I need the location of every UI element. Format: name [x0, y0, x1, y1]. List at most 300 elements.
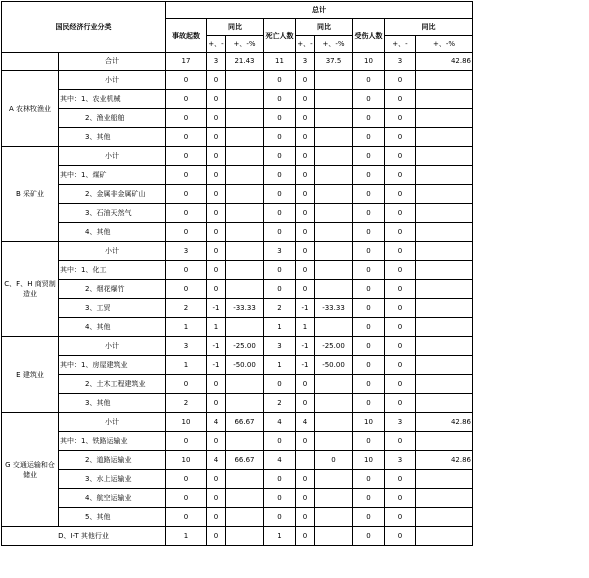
deaths-diff-cell: 0: [296, 280, 315, 299]
accidents-pct-cell: [226, 90, 264, 109]
deaths-diff-cell: -1: [296, 337, 315, 356]
table-row: [2, 128, 586, 147]
blank-cell: [473, 128, 586, 147]
injured-cell: 0: [353, 337, 385, 356]
blank-cell: [473, 185, 586, 204]
accidents-diff-cell: 0: [207, 280, 226, 299]
item-cell: 2、渔业船舶: [59, 109, 166, 128]
deaths-pct-cell: [315, 375, 353, 394]
injured-cell: 0: [353, 90, 385, 109]
blank-cell: [473, 413, 586, 432]
accidents-pct-cell: 66.67: [226, 451, 264, 470]
accidents-pct-cell: [226, 242, 264, 261]
deaths-pct-cell: [315, 413, 353, 432]
deaths-diff-cell: 0: [296, 166, 315, 185]
item-cell: 2、道路运输业: [59, 451, 166, 470]
deaths-diff-cell: 0: [296, 489, 315, 508]
injured-pct-cell: [416, 527, 473, 546]
item-cell: 3、其他: [59, 394, 166, 413]
injured-diff-cell: 0: [385, 166, 416, 185]
industry-header: 国民经济行业分类: [2, 2, 166, 53]
deaths-cell: 0: [264, 166, 296, 185]
deaths-pct-cell: [315, 185, 353, 204]
accidents-diff-cell: 0: [207, 394, 226, 413]
deaths-cell: 4: [264, 413, 296, 432]
injured-diff-cell: 0: [385, 223, 416, 242]
blank-cell: [473, 489, 586, 508]
deaths-diff-cell: 0: [296, 128, 315, 147]
deaths-pct-cell: [315, 318, 353, 337]
accidents-cell: 17: [166, 53, 207, 71]
table-row: [2, 527, 586, 546]
deaths-pct-cell: [315, 242, 353, 261]
blank-cell: [473, 90, 586, 109]
blank-cell: [473, 223, 586, 242]
injured-pct-cell: [416, 508, 473, 527]
blank-cell: [473, 375, 586, 394]
injured-pct-cell: [416, 90, 473, 109]
injured-diff-cell: 0: [385, 280, 416, 299]
injured-diff-cell: 0: [385, 375, 416, 394]
item-cell: 小计: [59, 71, 166, 90]
deaths-cell: 0: [264, 432, 296, 451]
injured-cell: 0: [353, 71, 385, 90]
injured-diff-cell: 0: [385, 299, 416, 318]
accidents-diff-cell: 3: [207, 53, 226, 71]
injured-cell: 0: [353, 109, 385, 128]
deaths-diff-cell: 4: [296, 413, 315, 432]
deaths-pct-cell: 37.5: [315, 53, 353, 71]
accidents-pct-cell: [226, 470, 264, 489]
injured-cell: 0: [353, 356, 385, 375]
deaths-pct-cell: [315, 147, 353, 166]
injured-diff-cell: 0: [385, 109, 416, 128]
deaths-pct-cell: -33.33: [315, 299, 353, 318]
item-cell: 4、其他: [59, 223, 166, 242]
accidents-pct-cell: [226, 71, 264, 90]
injured-diff-cell: 0: [385, 489, 416, 508]
accidents-diff-cell: 0: [207, 185, 226, 204]
deaths-cell: 3: [264, 337, 296, 356]
deaths-pct-cell: [315, 223, 353, 242]
deaths-cell: 2: [264, 394, 296, 413]
accidents-diff-cell: 0: [207, 527, 226, 546]
deaths-cell: 0: [264, 261, 296, 280]
accidents-pct-cell: [226, 261, 264, 280]
table-row: [2, 261, 586, 280]
category-cell: B 采矿业: [2, 147, 59, 242]
accidents-cell: 3: [166, 242, 207, 261]
accidents-cell: 3: [166, 337, 207, 356]
table-row: [2, 432, 586, 451]
injured-cell: 0: [353, 280, 385, 299]
table-row: [2, 204, 586, 223]
blank-cell: [473, 299, 586, 318]
deaths-cell: 0: [264, 280, 296, 299]
deaths-pct-cell: -50.00: [315, 356, 353, 375]
blank-header: [473, 2, 586, 19]
table-row: [2, 413, 586, 432]
deaths-pct-cell: [315, 470, 353, 489]
accidents-cell: 0: [166, 261, 207, 280]
table-row: [2, 394, 586, 413]
injured-diff-cell: 0: [385, 432, 416, 451]
accidents-pct-cell: [226, 375, 264, 394]
blank-cell: [473, 261, 586, 280]
deaths-cell: 1: [264, 527, 296, 546]
deaths-pct-cell: [315, 432, 353, 451]
deaths-cell: 0: [264, 489, 296, 508]
item-cell: 小计: [59, 413, 166, 432]
injured-pct-cell: 42.86: [416, 413, 473, 432]
injured-diff-cell: 0: [385, 508, 416, 527]
injured-pct-cell: [416, 432, 473, 451]
injured-header: 受伤人数: [353, 19, 385, 53]
deaths-pct-cell: [315, 394, 353, 413]
accidents-diff-cell: 4: [207, 413, 226, 432]
accidents-cell: 0: [166, 147, 207, 166]
table-row: [2, 470, 586, 489]
injured-cell: 0: [353, 261, 385, 280]
table-row: [2, 280, 586, 299]
accidents-diff-cell: 0: [207, 90, 226, 109]
injured-pct-cell: [416, 394, 473, 413]
deaths-diff-cell: 0: [296, 508, 315, 527]
deaths-cell: 0: [264, 470, 296, 489]
injured-diff-cell: 0: [385, 185, 416, 204]
injured-pct-cell: [416, 223, 473, 242]
injured-yoy-header: 同比: [385, 19, 473, 36]
accidents-pct-cell: [226, 489, 264, 508]
blank-cell: [473, 147, 586, 166]
blank-cell: [473, 508, 586, 527]
item-cell: 小计: [59, 337, 166, 356]
deaths-yoy-header: 同比: [296, 19, 353, 36]
deaths-cell: 0: [264, 185, 296, 204]
injured-pct-cell: [416, 204, 473, 223]
deaths-diff-cell: 0: [296, 261, 315, 280]
accidents-diff-cell: 0: [207, 470, 226, 489]
deaths-header: 死亡人数: [264, 19, 296, 53]
item-cell: 小计: [59, 147, 166, 166]
accidents-pct-cell: [226, 109, 264, 128]
deaths-pct-cell: [315, 204, 353, 223]
accidents-diff-cell: 0: [207, 147, 226, 166]
injured-pct-cell: 42.86: [416, 451, 473, 470]
injured-pct-cell: [416, 185, 473, 204]
injured-pct-cell: [416, 470, 473, 489]
table-row: [2, 242, 586, 261]
injured-diff-cell: 0: [385, 337, 416, 356]
table-row: [2, 451, 586, 470]
deaths-cell: 11: [264, 53, 296, 71]
accidents-diff-cell: 0: [207, 242, 226, 261]
table-row: [2, 53, 586, 71]
accidents-pct-cell: [226, 147, 264, 166]
injured-pct-cell: [416, 489, 473, 508]
injured-cell: 0: [353, 489, 385, 508]
injured-pct-cell: 42.86: [416, 53, 473, 71]
injured-cell: 0: [353, 527, 385, 546]
injured-cell: 0: [353, 318, 385, 337]
table-row: [2, 223, 586, 242]
accidents-pct-cell: [226, 527, 264, 546]
deaths-diff-cell: 3: [296, 53, 315, 71]
total-header: 总计: [166, 2, 473, 19]
deaths-pct-cell: [315, 128, 353, 147]
injured-diff-cell: 0: [385, 147, 416, 166]
deaths-diff-cell: 0: [296, 204, 315, 223]
deaths-diff-cell: 0: [296, 223, 315, 242]
deaths-pct-cell: [315, 527, 353, 546]
accidents-cell: 0: [166, 166, 207, 185]
accidents-cell: 0: [166, 508, 207, 527]
inj-pct-header: +、-%: [416, 36, 473, 53]
deaths-cell: 0: [264, 204, 296, 223]
accidents-diff-cell: 0: [207, 432, 226, 451]
injured-diff-cell: 0: [385, 71, 416, 90]
blank-cell: [473, 318, 586, 337]
injured-diff-cell: 0: [385, 128, 416, 147]
accidents-pct-cell: [226, 508, 264, 527]
deaths-pct-cell: [315, 280, 353, 299]
injured-diff-cell: 0: [385, 90, 416, 109]
accidents-diff-cell: -1: [207, 356, 226, 375]
injured-diff-cell: 3: [385, 413, 416, 432]
accidents-diff-cell: 0: [207, 128, 226, 147]
deaths-cell: 0: [264, 375, 296, 394]
accidents-pct-cell: 66.67: [226, 413, 264, 432]
table-row: [2, 109, 586, 128]
accidents-cell: 0: [166, 185, 207, 204]
injured-pct-cell: [416, 280, 473, 299]
accidents-diff-cell: 0: [207, 489, 226, 508]
accidents-pct-cell: [226, 318, 264, 337]
injured-cell: 10: [353, 53, 385, 71]
acc-pct-header: +、-%: [226, 36, 264, 53]
injured-diff-cell: 0: [385, 318, 416, 337]
accidents-cell: 0: [166, 109, 207, 128]
deaths-cell: 0: [264, 109, 296, 128]
accidents-diff-cell: -1: [207, 337, 226, 356]
deaths-pct-cell: [315, 489, 353, 508]
injured-cell: 0: [353, 166, 385, 185]
accidents-cell: 2: [166, 299, 207, 318]
injured-cell: 0: [353, 242, 385, 261]
accidents-pct-cell: [226, 166, 264, 185]
inj-diff-header: +、-: [385, 36, 416, 53]
accidents-cell: 0: [166, 128, 207, 147]
injured-cell: 0: [353, 470, 385, 489]
table-row: [2, 318, 586, 337]
table-row: [2, 337, 586, 356]
injured-pct-cell: [416, 71, 473, 90]
injured-cell: 0: [353, 432, 385, 451]
accidents-pct-cell: [226, 185, 264, 204]
deaths-diff-cell: -1: [296, 356, 315, 375]
blank-cell: [473, 432, 586, 451]
accidents-diff-cell: 0: [207, 109, 226, 128]
item-cell: D、I-T 其他行业: [2, 527, 166, 546]
accidents-pct-cell: [226, 394, 264, 413]
deaths-pct-cell: [315, 109, 353, 128]
accidents-yoy-header: 同比: [207, 19, 264, 36]
injured-pct-cell: [416, 337, 473, 356]
accidents-diff-cell: 0: [207, 261, 226, 280]
deaths-cell: 1: [264, 356, 296, 375]
injured-pct-cell: [416, 109, 473, 128]
blank-cell: [473, 470, 586, 489]
injured-diff-cell: 0: [385, 527, 416, 546]
deaths-diff-cell: 0: [296, 394, 315, 413]
deaths-diff-cell: 0: [296, 470, 315, 489]
blank-cell: [473, 109, 586, 128]
deaths-cell: 1: [264, 318, 296, 337]
deaths-diff-cell: -1: [296, 299, 315, 318]
accidents-diff-cell: 0: [207, 223, 226, 242]
acc-diff-header: +、-: [207, 36, 226, 53]
deaths-pct-cell: [315, 90, 353, 109]
injured-diff-cell: 3: [385, 53, 416, 71]
blank-cell: [473, 71, 586, 90]
item-cell: 合计: [59, 53, 166, 71]
table-row: [2, 166, 586, 185]
deaths-pct-cell: [315, 508, 353, 527]
deaths-diff-cell: 0: [296, 527, 315, 546]
item-cell: 其中：1、农业机械: [59, 90, 166, 109]
item-cell: 3、水上运输业: [59, 470, 166, 489]
injured-cell: 0: [353, 299, 385, 318]
injured-pct-cell: [416, 242, 473, 261]
accidents-diff-cell: -1: [207, 299, 226, 318]
injured-pct-cell: [416, 128, 473, 147]
injured-cell: 0: [353, 128, 385, 147]
injured-diff-cell: 3: [385, 451, 416, 470]
deaths-cell: 0: [264, 147, 296, 166]
deaths-pct-cell: [315, 71, 353, 90]
accidents-cell: 0: [166, 71, 207, 90]
item-cell: 其中：1、煤矿: [59, 166, 166, 185]
accidents-cell: 0: [166, 280, 207, 299]
deaths-pct-cell: -25.00: [315, 337, 353, 356]
category-cell: G 交通运输和仓储业: [2, 413, 59, 527]
injured-diff-cell: 0: [385, 204, 416, 223]
dead-pct-header: +、-%: [315, 36, 353, 53]
item-cell: 4、航空运输业: [59, 489, 166, 508]
accidents-pct-cell: -25.00: [226, 337, 264, 356]
table-row: [2, 489, 586, 508]
injured-cell: 0: [353, 185, 385, 204]
injured-cell: 0: [353, 394, 385, 413]
accidents-pct-cell: [226, 432, 264, 451]
table-row: [2, 147, 586, 166]
injured-cell: 10: [353, 413, 385, 432]
injured-diff-cell: 0: [385, 242, 416, 261]
deaths-cell: 2: [264, 299, 296, 318]
category-cell: A 农林牧渔业: [2, 71, 59, 147]
category-cell: E 建筑业: [2, 337, 59, 413]
item-cell: 2、土木工程建筑业: [59, 375, 166, 394]
item-cell: 3、其他: [59, 128, 166, 147]
deaths-pct-cell: [315, 166, 353, 185]
injured-pct-cell: [416, 261, 473, 280]
accidents-cell: 0: [166, 470, 207, 489]
injured-cell: 0: [353, 147, 385, 166]
accidents-pct-cell: 21.43: [226, 53, 264, 71]
deaths-diff-cell: 0: [296, 71, 315, 90]
accidents-pct-cell: [226, 223, 264, 242]
table-row: [2, 508, 586, 527]
deaths-diff-cell: 0: [296, 242, 315, 261]
deaths-pct-cell: 0: [315, 451, 353, 470]
accidents-diff-cell: 0: [207, 71, 226, 90]
accidents-cell: 0: [166, 204, 207, 223]
item-cell: 3、石油天然气: [59, 204, 166, 223]
table-row: [2, 71, 586, 90]
deaths-diff-cell: 0: [296, 90, 315, 109]
deaths-diff-cell: 0: [296, 432, 315, 451]
accidents-cell: 0: [166, 223, 207, 242]
deaths-diff-cell: [296, 451, 315, 470]
accidents-diff-cell: 1: [207, 318, 226, 337]
table-row: [2, 299, 586, 318]
injured-diff-cell: 0: [385, 356, 416, 375]
injured-cell: 0: [353, 375, 385, 394]
accidents-header: 事故起数: [166, 19, 207, 53]
deaths-diff-cell: 0: [296, 109, 315, 128]
table-row: [2, 185, 586, 204]
accidents-cell: 10: [166, 413, 207, 432]
category-cell: C、F、H 商贸制造业: [2, 242, 59, 337]
item-cell: 其中：1、化工: [59, 261, 166, 280]
item-cell: 其中：1、房屋建筑业: [59, 356, 166, 375]
blank-cell: [473, 166, 586, 185]
accidents-pct-cell: [226, 128, 264, 147]
accidents-pct-cell: [226, 204, 264, 223]
stats-table-container: [1, 1, 586, 546]
accidents-cell: 0: [166, 90, 207, 109]
injured-pct-cell: [416, 318, 473, 337]
deaths-diff-cell: 1: [296, 318, 315, 337]
accidents-cell: 1: [166, 318, 207, 337]
table-row: [2, 90, 586, 109]
accidents-cell: 1: [166, 527, 207, 546]
item-cell: 其中：1、铁路运输业: [59, 432, 166, 451]
deaths-cell: 0: [264, 223, 296, 242]
accidents-diff-cell: 0: [207, 166, 226, 185]
accidents-pct-cell: [226, 280, 264, 299]
accidents-diff-cell: 4: [207, 451, 226, 470]
deaths-cell: 0: [264, 508, 296, 527]
accidents-cell: 0: [166, 375, 207, 394]
injured-cell: 10: [353, 451, 385, 470]
deaths-cell: 0: [264, 128, 296, 147]
table-body: [2, 53, 586, 546]
category-cell: [2, 53, 59, 71]
accident-stats-table: [1, 1, 586, 546]
item-cell: 2、烟花爆竹: [59, 280, 166, 299]
item-cell: 小计: [59, 242, 166, 261]
deaths-diff-cell: 0: [296, 185, 315, 204]
dead-diff-header: +、-: [296, 36, 315, 53]
blank-cell: [473, 280, 586, 299]
accidents-cell: 2: [166, 394, 207, 413]
injured-diff-cell: 0: [385, 261, 416, 280]
blank-cell: [473, 451, 586, 470]
accidents-pct-cell: -50.00: [226, 356, 264, 375]
accidents-pct-cell: -33.33: [226, 299, 264, 318]
deaths-cell: 0: [264, 71, 296, 90]
